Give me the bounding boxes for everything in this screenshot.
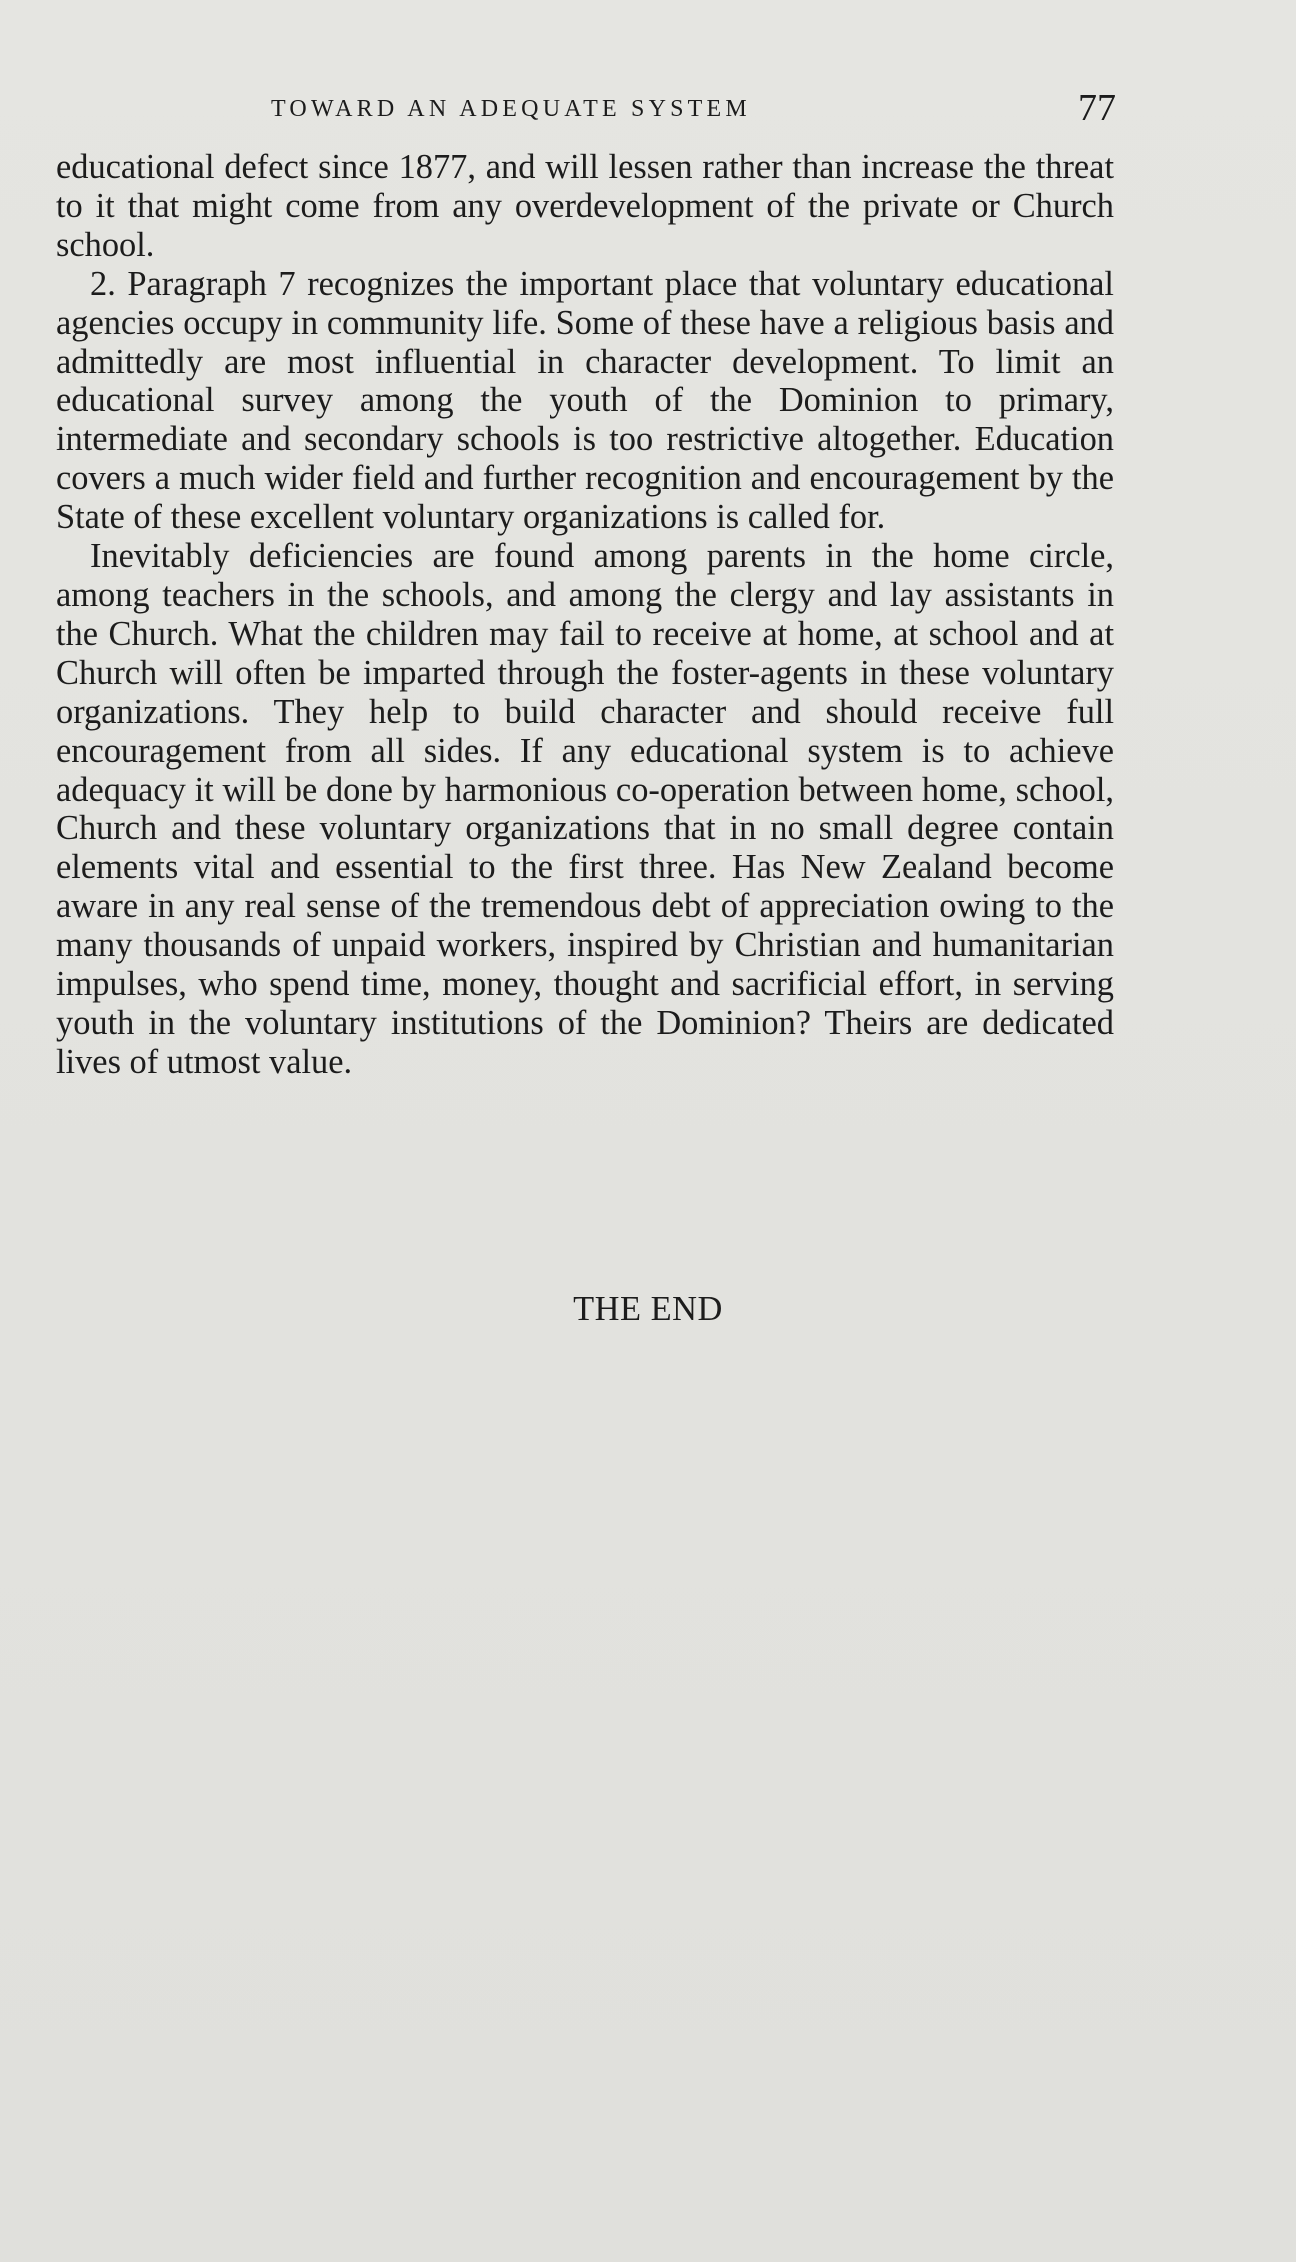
body-text xyxy=(56,148,1114,1082)
paragraph-point-2: 2. Paragraph 7 recognizes the important place that voluntary educational agencies occupy in community life. Some of these have a religious basis and admittedly are most influential in character development. To limit an educational survey among the youth of the Dominion to primary, intermediate and secondary schools is too restrictive altogether. Education covers a much wider field and further recognition and encouragement by the State of these excellent voluntary organizations is called for. xyxy=(56,264,1114,537)
running-head xyxy=(56,87,1116,132)
paragraph-continuation: educational defect since 1877, and will lessen rather than increase the threat to it that might come from any overdevelopment of the private or Church school. xyxy=(56,148,1114,264)
the-end-heading: THE END xyxy=(573,1290,723,1328)
running-title: TOWARD AN ADEQUATE SYSTEM xyxy=(271,96,751,122)
paragraph-voluntary-organizations: Inevitably deficiencies are found among parents in the home circle, among teachers in the schools, and among the clergy and lay assistants in the Church. What the children may fail to receive at home, at school and at Church will often be imparted through the foster-agents in these voluntary organizations. They help to build character and should receive full encouragement from all sides. If any educational system is to achieve adequacy it will be done by harmonious co-operation between home, school, Church and these voluntary organizations that in no small degree contain elements vital and essential to the first three. Has New Zealand become aware in any real sense of the tremendous debt of appreciation owing to the many thousands of unpaid workers, inspired by Christian and humanitarian impulses, who spend time, money, thought and sacrificial effort, in serving youth in the voluntary institutions of the Dominion? Theirs are dedicated lives of utmost value. xyxy=(56,537,1114,1081)
page-number: 77 xyxy=(1078,87,1116,129)
